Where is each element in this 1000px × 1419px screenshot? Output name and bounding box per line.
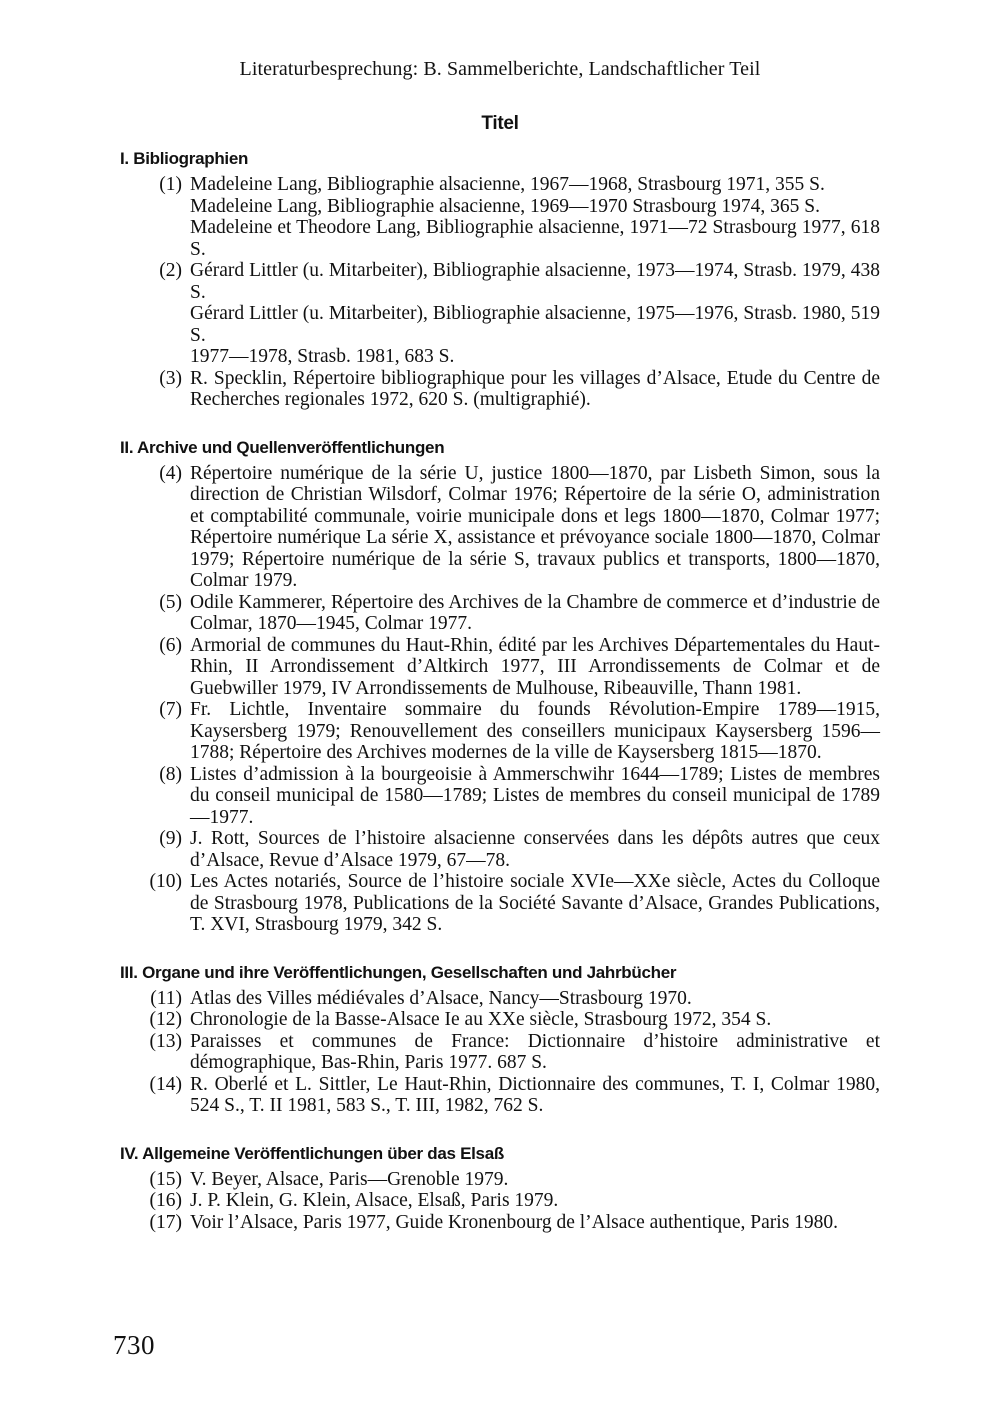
entry-number: (12) xyxy=(149,1009,182,1030)
entry-number: (5) xyxy=(159,591,182,613)
entry-number: (7) xyxy=(159,699,182,720)
bibliography-entry xyxy=(120,1212,880,1234)
entry-number: (14) xyxy=(149,1073,182,1095)
bibliography-content xyxy=(120,144,880,1255)
bibliography-section xyxy=(120,144,880,411)
entry-text: 1977—1978, Strasb. 1981, 683 S. xyxy=(190,346,455,367)
entry-text: R. Specklin, Répertoire bibliographique pour les villages d’Alsace, Etude du Centre de Recherches regionales 1972, 620 S. (multigraphié). xyxy=(190,367,880,410)
bibliography-entry xyxy=(120,764,880,829)
bibliography-entry xyxy=(120,988,880,1010)
bibliography-entry xyxy=(120,592,880,635)
bibliography-entry xyxy=(120,871,880,936)
bibliography-entry xyxy=(120,260,880,368)
entry-text: Gérard Littler (u. Mitarbeiter), Bibliographie alsacienne, 1975—1976, Strasb. 1980, 519 S. xyxy=(190,303,880,346)
entry-number: (11) xyxy=(150,987,182,1009)
entry-number: (13) xyxy=(149,1030,182,1052)
entry-text: Paraisses et communes de France: Dictionnaire d’histoire administrative et démographique, Bas-Rhin, Paris 1977. 687 S. xyxy=(190,1030,880,1073)
entry-text: R. Oberlé et L. Sittler, Le Haut-Rhin, Dictionnaire des communes, T. I, Colmar 1980, 524 S., T. II 1981, 583 S., T. III, 1982, 762 S. xyxy=(190,1073,880,1116)
bibliography-entry xyxy=(120,1169,880,1191)
section-heading: I. Bibliographien xyxy=(120,149,249,168)
bibliography-section xyxy=(120,433,880,936)
document-title: Titel xyxy=(481,113,519,134)
bibliography-section xyxy=(120,1139,880,1234)
bibliography-entry xyxy=(120,463,880,592)
bibliography-entry xyxy=(120,174,880,260)
running-head: Literaturbesprechung: B. Sammelberichte, Landschaftlicher Teil xyxy=(239,58,761,80)
entry-number: (15) xyxy=(149,1168,182,1190)
section-heading: III. Organe und ihre Veröffentlichungen, Gesellschaften und Jahrbücher xyxy=(120,962,677,982)
entry-number: (1) xyxy=(159,174,182,195)
entry-text: Atlas des Villes médiévales d’Alsace, Nancy—Strasbourg 1970. xyxy=(190,987,692,1009)
bibliography-entry xyxy=(120,1009,880,1031)
entry-text: J. Rott, Sources de l’histoire alsacienne conservées dans les dépôts autres que ceux d’Alsace, Revue d’Alsace 1979, 67—78. xyxy=(190,828,880,871)
entry-number: (8) xyxy=(159,763,182,785)
bibliography-entry xyxy=(120,635,880,700)
entry-number: (10) xyxy=(149,871,182,892)
entry-text: Listes d’admission à la bourgeoisie à Ammerschwihr 1644—1789; Listes de membres du conseil municipal de 1580—1789; Listes de membres du conseil municipal de 1789—1977. xyxy=(190,763,880,828)
section-heading: IV. Allgemeine Veröffentlichungen über das Elsaß xyxy=(120,1143,504,1163)
bibliography-section xyxy=(120,958,880,1117)
entry-text: Madeleine Lang, Bibliographie alsacienne, 1969—1970 Strasbourg 1974, 365 S. xyxy=(190,195,821,217)
entry-text: Armorial de communes du Haut-Rhin, édité par les Archives Départementales du Haut-Rhin, II Arrondissement d’Altkirch 1977, III Arrondissements de Colmar et de Guebwiller 1979, IV Arrondissements de Mulhouse, Ribeauville, Thann 1981. xyxy=(190,634,880,699)
bibliography-entry xyxy=(120,699,880,764)
entry-text: Fr. Lichtle, Inventaire sommaire du founds Révolution-Empire 1789—1915, Kaysersberg 1979; Renouvellement des conseillers municipaux Kaysersberg 1596—1788; Répertoire des Archives modernes de la ville de Kaysersberg 1815—1870. xyxy=(190,699,880,763)
entry-text: Madeleine et Theodore Lang, Bibliographie alsacienne, 1971—72 Strasbourg 1977, 618 S. xyxy=(190,217,880,260)
entry-text: Répertoire numérique de la série U, justice 1800—1870, par Lisbeth Simon, sous la direction de Christian Wilsdorf, Colmar 1976; Répertoire de la série O, administration et comptabilité communale, voirie municipale dons et legs 1800—1870, Colmar 1977; Répertoire numérique La série X, assistance et prévoyance sociale 1800—1870, Colmar 1979; Répertoire numérique de la série S, travaux publics et transports, 1800—1870, Colmar 1979. xyxy=(190,462,880,591)
entry-text: J. P. Klein, G. Klein, Alsace, Elsaß, Paris 1979. xyxy=(190,1190,559,1211)
entry-number: (2) xyxy=(159,260,182,281)
entry-number: (3) xyxy=(159,367,182,389)
bibliography-entry xyxy=(120,1074,880,1117)
entry-text: Odile Kammerer, Répertoire des Archives de la Chambre de commerce et d’industrie de Colmar, 1870—1945, Colmar 1977. xyxy=(190,591,880,634)
bibliography-entry xyxy=(120,368,880,411)
entry-text: Gérard Littler (u. Mitarbeiter), Bibliographie alsacienne, 1973—1974, Strasb. 1979, 438 S. xyxy=(190,260,880,303)
entry-number: (6) xyxy=(159,634,182,656)
entry-number: (16) xyxy=(149,1190,182,1211)
entry-text: Voir l’Alsace, Paris 1977, Guide Kronenbourg de l’Alsace authentique, Paris 1980. xyxy=(190,1211,839,1233)
section-heading: II. Archive und Quellenveröffentlichungen xyxy=(120,437,445,457)
entry-text: Chronologie de la Basse-Alsace Ie au XXe siècle, Strasbourg 1972, 354 S. xyxy=(190,1009,772,1030)
page-number: 730 xyxy=(113,1330,155,1360)
entry-text: Les Actes notariés, Source de l’histoire sociale XVIe—XXe siècle, Actes du Colloque de Strasbourg 1978, Publications de la Société Savante d’Alsace, Grandes Publications, T. XVI, Strasbourg 1979, 342 S. xyxy=(190,871,880,935)
entry-text: Madeleine Lang, Bibliographie alsacienne, 1967—1968, Strasbourg 1971, 355 S. xyxy=(190,174,825,195)
entry-number: (9) xyxy=(159,828,182,849)
entry-number: (4) xyxy=(159,462,182,484)
bibliography-entry xyxy=(120,1031,880,1074)
entry-text: V. Beyer, Alsace, Paris—Grenoble 1979. xyxy=(190,1168,509,1190)
bibliography-entry xyxy=(120,1190,880,1212)
entry-number: (17) xyxy=(149,1211,182,1233)
bibliography-entry xyxy=(120,828,880,871)
